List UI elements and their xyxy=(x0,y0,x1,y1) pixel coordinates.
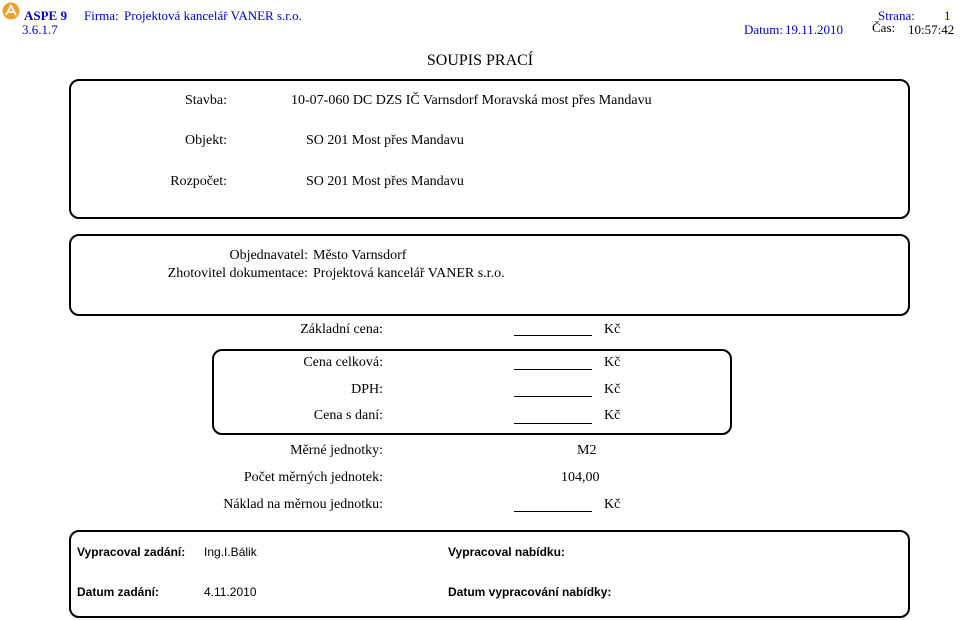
datum-zadani-value: 4.11.2010 xyxy=(204,585,257,599)
firma-label: Firma: xyxy=(84,8,119,23)
cena-s-dani-label: Cena s daní: xyxy=(313,408,383,423)
app-version: 3.6.1.7 xyxy=(22,22,58,37)
objednavatel-value: Město Varnsdorf xyxy=(313,248,407,263)
merne-jednotky-value: M2 xyxy=(577,443,597,458)
strana-label: Strana: xyxy=(878,8,915,23)
cena-celkova-line xyxy=(514,369,592,370)
cena-celkova-label: Cena celková: xyxy=(303,355,383,370)
dph-line xyxy=(514,396,592,397)
naklad-label: Náklad na měrnou jednotku: xyxy=(223,497,383,512)
zakladni-cena-line xyxy=(514,335,592,336)
vypracoval-zadani-label: Vypracoval zadání: xyxy=(77,545,186,559)
price-box xyxy=(212,349,732,435)
app-name: ASPE 9 xyxy=(24,8,67,23)
cas-label: Čas: xyxy=(872,20,896,35)
naklad-line xyxy=(514,511,592,512)
rozpocet-value: SO 201 Most přes Mandavu xyxy=(306,174,464,189)
objednavatel-label: Objednavatel: xyxy=(229,248,308,263)
dph-label: DPH: xyxy=(351,382,383,397)
cena-s-dani-line xyxy=(514,423,592,424)
datum-value: 19.11.2010 xyxy=(785,22,844,37)
vypracoval-nabidku-label: Vypracoval nabídku: xyxy=(448,545,565,559)
merne-jednotky-label: Měrné jednotky: xyxy=(290,443,383,458)
cena-celkova-currency: Kč xyxy=(604,355,621,370)
pocet-jednotek-label: Počet měrných jednotek: xyxy=(243,470,383,485)
cena-s-dani-currency: Kč xyxy=(604,408,621,423)
zhotovitel-value: Projektová kancelář VANER s.r.o. xyxy=(313,266,505,281)
vypracoval-zadani-value: Ing.I.Bálik xyxy=(204,545,257,559)
datum-label: Datum: xyxy=(744,22,783,37)
naklad-currency: Kč xyxy=(604,497,621,512)
footer-box xyxy=(69,530,910,618)
page-title: SOUPIS PRACÍ xyxy=(426,52,534,69)
stavba-label: Stavba: xyxy=(185,93,227,108)
stavba-value: 10-07-060 DC DZS IČ Varnsdorf Moravská most přes Mandavu xyxy=(291,93,652,108)
pocet-jednotek-value: 104,00 xyxy=(561,470,600,485)
strana-value: 1 xyxy=(944,8,951,23)
datum-zadani-label: Datum zadání: xyxy=(77,585,160,599)
objekt-value: SO 201 Most přes Mandavu xyxy=(306,133,464,148)
zakladni-cena-currency: Kč xyxy=(604,322,621,337)
zhotovitel-label: Zhotovitel dokumentace: xyxy=(167,266,308,281)
zakladni-cena-label: Základní cena: xyxy=(300,322,383,337)
cas-value: 10:57:42 xyxy=(908,22,955,37)
aspe-logo-icon xyxy=(2,2,20,20)
datum-vypracovani-label: Datum vypracování nabídky: xyxy=(448,585,612,599)
rozpocet-label: Rozpočet: xyxy=(170,174,227,189)
objekt-label: Objekt: xyxy=(185,133,227,148)
firma-value: Projektová kancelář VANER s.r.o. xyxy=(124,8,302,23)
dph-currency: Kč xyxy=(604,382,621,397)
